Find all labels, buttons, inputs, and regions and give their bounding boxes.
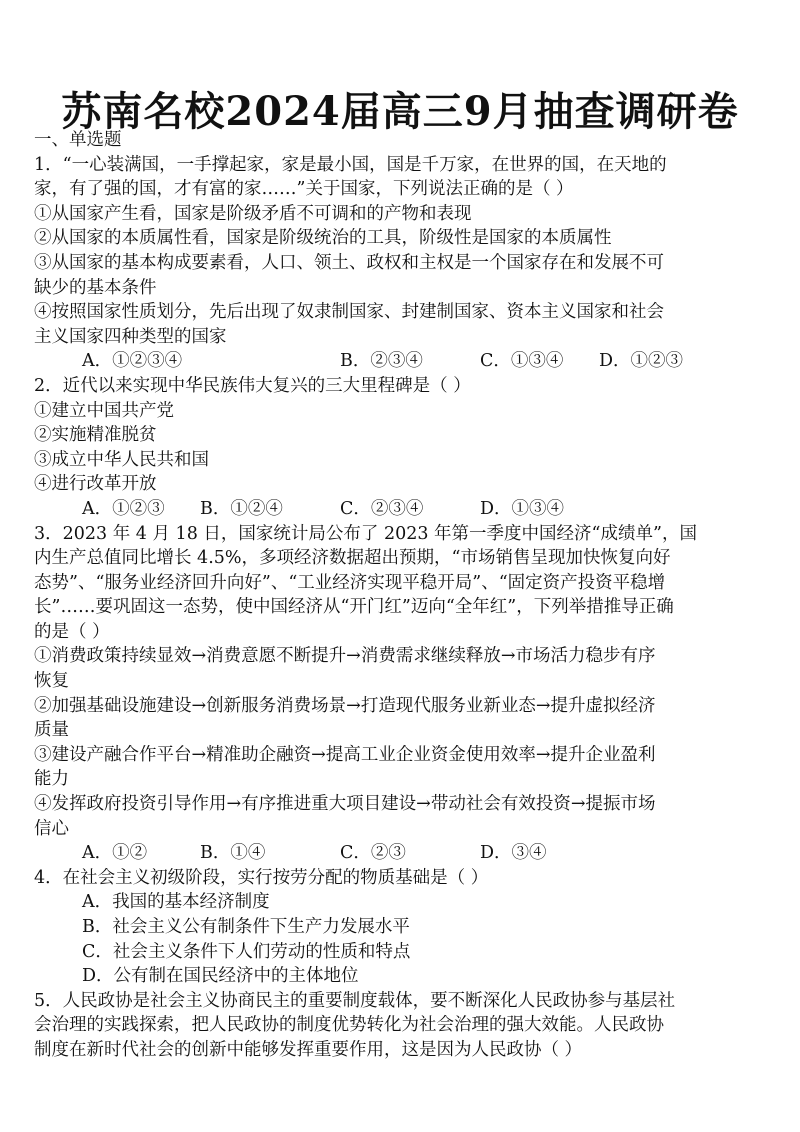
option-a: A．我国的基本经济制度 [82, 892, 270, 913]
option-d: D．公有制在国民经济中的主体地位 [82, 966, 359, 987]
option-c: C．②③④ [340, 498, 424, 519]
option-a: A．①② [82, 843, 148, 864]
statement-item: 主义国家四种类型的国家 [34, 326, 227, 347]
question-stem-line: 态势”、“服务业经济回升向好”、“工业经济实现平稳开局”、“固定资产投资平稳增 [34, 572, 666, 593]
question-5 [34, 989, 769, 1063]
question-stem-line: 1．“一心装满国，一手撑起家，家是最小国，国是千万家，在世界的国，在天地的 [34, 154, 667, 175]
question-stem-line: 制度在新时代社会的创新中能够发挥重要作用，这是因为人民政协（ ） [34, 1039, 583, 1060]
statement-item: ③从国家的基本构成要素看，人口、领土、政权和主权是一个国家存在和发展不可 [34, 252, 664, 273]
option-d: D．①③④ [480, 498, 565, 519]
option-a: A．①②③④ [82, 351, 183, 372]
statement-item: ①从国家产生看，国家是阶级矛盾不可调和的产物和表现 [34, 203, 472, 224]
statement-item: ②实施精准脱贫 [34, 425, 157, 446]
question-stem-line: 5．人民政协是社会主义协商民主的重要制度载体，要不断深化人民政协参与基层社 [34, 990, 676, 1011]
answer-options [34, 497, 769, 522]
statement-item: 缺少的基本条件 [34, 277, 157, 298]
option-d: D．③④ [480, 843, 547, 864]
question-2 [34, 374, 769, 522]
statement-item: ①建立中国共产党 [34, 400, 174, 421]
option-c: C．②③ [340, 843, 406, 864]
question-stem-line: 会治理的实践探索，把人民政协的制度优势转化为社会治理的强大效能。人民政协 [34, 1015, 664, 1036]
option-a: A．①②③ [82, 498, 165, 519]
statement-item: ①消费政策持续显效→消费意愿不断提升→消费需求继续释放→市场活力稳步有序 [34, 646, 656, 667]
question-stem-line: 长”……要巩固这一态势，使中国经济从“开门红”迈向“全年红”，下列举措推导正确 [34, 597, 674, 618]
page-title: 苏南名校2024届高三9月抽查调研卷 [61, 88, 739, 135]
statement-item: 质量 [34, 720, 69, 741]
question-stem-line: 的是（ ） [34, 621, 110, 642]
question-stem-line: 家，有了强的国，才有富的家……”关于国家，下列说法正确的是（ ） [34, 179, 574, 200]
statement-item: 信心 [34, 818, 69, 839]
question-stem-line: 3．2023 年 4 月 18 日，国家统计局公布了 2023 年第一季度中国经济“成绩单”，国 [34, 523, 697, 544]
statement-item: ④进行改革开放 [34, 474, 157, 495]
statement-item: 恢复 [34, 671, 69, 692]
statement-item: ②从国家的本质属性看，国家是阶级统治的工具，阶级性是国家的本质属性 [34, 228, 612, 249]
statement-item: ③成立中华人民共和国 [34, 449, 209, 470]
question-stem-line: 4．在社会主义初级阶段，实行按劳分配的物质基础是（ ） [34, 867, 489, 888]
question-3 [34, 522, 769, 866]
option-b: B．①④ [200, 843, 266, 864]
statement-item: ②加强基础设施建设→创新服务消费场景→打造现代服务业新业态→提升虚拟经济 [34, 695, 656, 716]
question-4 [34, 866, 769, 989]
statement-item: ④按照国家性质划分，先后出现了奴隶制国家、封建制国家、资本主义国家和社会 [34, 302, 664, 323]
statement-item: ④发挥政府投资引导作用→有序推进重大项目建设→带动社会有效投资→提振市场 [34, 794, 656, 815]
section-label: 一、单选题 [34, 130, 122, 150]
option-b: B．①②④ [200, 498, 283, 519]
statement-item: 能力 [34, 769, 69, 790]
answer-options [34, 841, 769, 866]
statement-item: ③建设产融合作平台→精准助企融资→提高工业企业资金使用效率→提升企业盈利 [34, 744, 656, 765]
answer-options [34, 349, 769, 374]
question-stem-line: 内生产总值同比增长 4.5%，多项经济数据超出预期，“市场销售呈现加快恢复向好 [34, 548, 671, 569]
option-b: B．②③④ [340, 351, 423, 372]
option-b: B．社会主义公有制条件下生产力发展水平 [82, 917, 410, 937]
exam-body [34, 128, 769, 1063]
option-d: D．①②③ [599, 351, 684, 372]
question-1 [34, 153, 769, 374]
question-stem-line: 2．近代以来实现中华民族伟大复兴的三大里程碑是（ ） [34, 375, 471, 396]
option-c: C．①③④ [480, 351, 564, 372]
option-c: C．社会主义条件下人们劳动的性质和特点 [82, 941, 411, 962]
